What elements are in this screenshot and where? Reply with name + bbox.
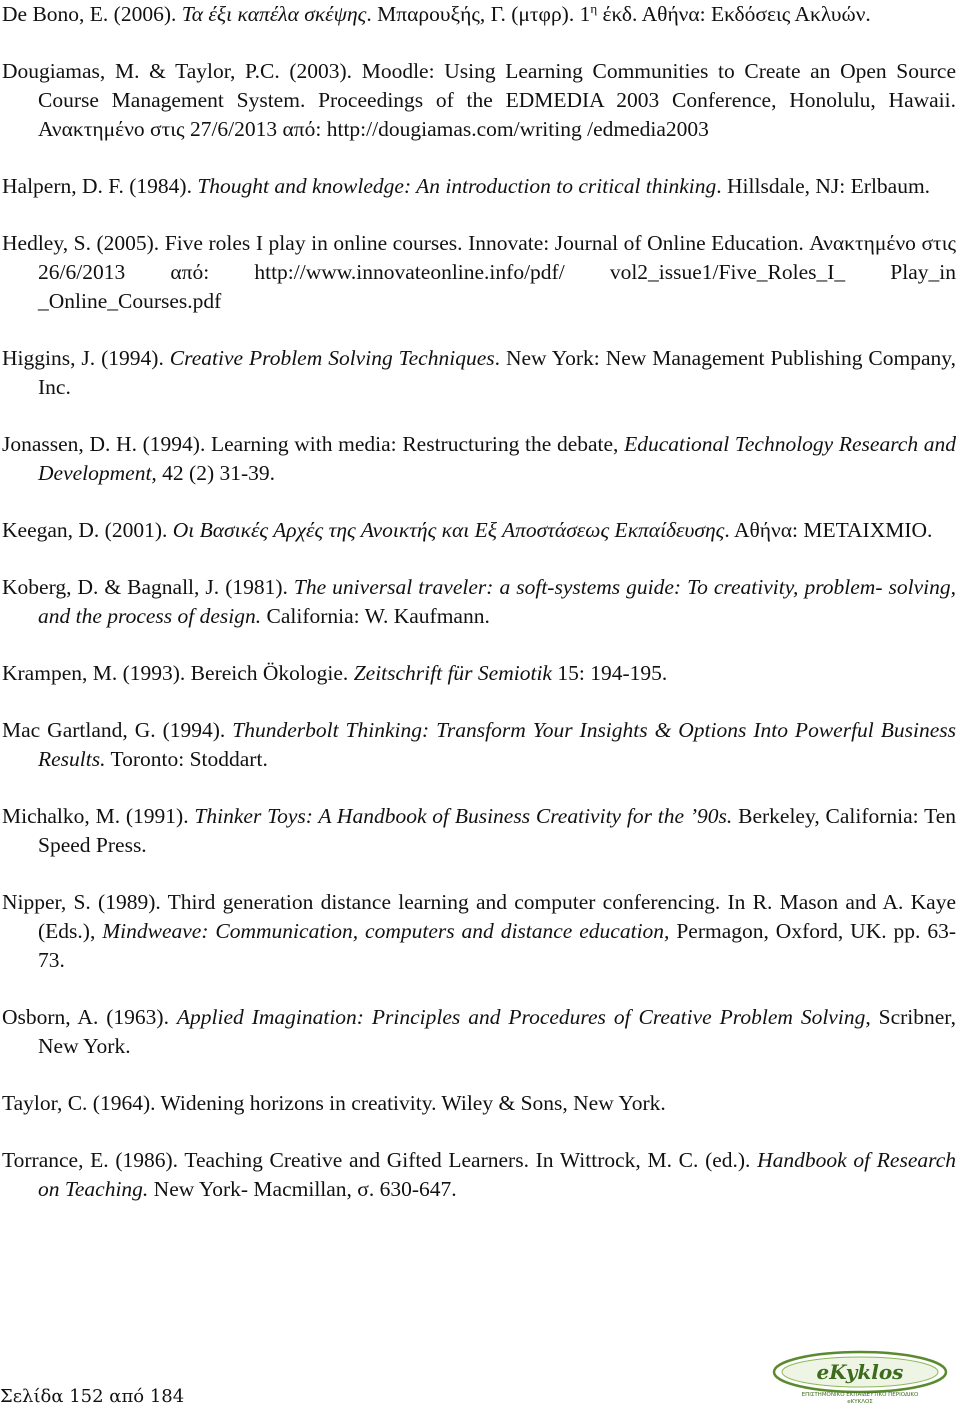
reference-author: De Bono, E. (2006). — [2, 2, 182, 26]
reference-author: Torrance, E. (1986). Teaching Creative and Gifted Learners. In Wittrock, M. C. (ed.). — [2, 1148, 758, 1172]
reference-list — [2, 0, 956, 1232]
reference-title: Τα έξι καπέλα σκέψης — [181, 2, 367, 26]
reference-details: . Hillsdale, NJ: Erlbaum. — [716, 174, 931, 198]
reference-text: Hedley, S. (2005). Five roles I play in online courses. Innovate: Journal of Online Education. Ανακτημένο στις 26/6/2013 από: http://www.innovateonline.info/pdf/ vol2_issue1/Five_Roles_I_ Play_in _Online_Courses.pdf — [2, 231, 956, 313]
reference-author: Keegan, D. (2001). — [2, 518, 173, 542]
reference-details: έκδ. Αθήνα: Εκδόσεις Ακλυών. — [597, 2, 871, 26]
reference-title: Mindweave: Communication, computers and distance education, — [102, 919, 670, 943]
reference-title: Handbook of Research on Teaching. — [38, 1148, 956, 1201]
reference-details: Toronto: Stoddart. — [105, 747, 268, 771]
reference-author: Koberg, D. & Bagnall, J. (1981). — [2, 575, 294, 599]
reference-title: Thinker Toys: A Handbook of Business Creativity for the ’90s. — [194, 804, 733, 828]
reference-title: Educational Technology Research and Development, — [38, 432, 956, 485]
reference-item — [2, 659, 956, 688]
reference-details: New York- Macmillan, σ. 630-647. — [148, 1177, 457, 1201]
reference-item — [2, 57, 956, 144]
reference-details: . Αθήνα: ΜΕΤΑΙΧΜΙΟ. — [724, 518, 933, 542]
ekyklos-logo — [770, 1348, 950, 1404]
logo-tagline-2: eΚΥΚΛΟΣ — [847, 1399, 873, 1404]
reference-item — [2, 430, 956, 488]
reference-author: Mac Gartland, G. (1994). — [2, 718, 233, 742]
reference-details: 42 (2) 31-39. — [156, 461, 276, 485]
reference-details: . New York: New Management Publishing Company, Inc. — [38, 346, 957, 399]
reference-title: Zeitschrift für Semiotik — [353, 661, 552, 685]
reference-title: The universal traveler: a soft-systems guide: To creativity, problem- solving, and the process of design. — [38, 575, 956, 628]
reference-details: California: W. Kaufmann. — [261, 604, 490, 628]
reference-item — [2, 0, 956, 29]
reference-item — [2, 344, 956, 402]
reference-title: Applied Imagination: Principles and Procedures of Creative Problem Solving — [176, 1005, 866, 1029]
reference-details: 15: 194-195. — [551, 661, 668, 685]
logo-tagline: ΕΠΙΣΤΗΜΟΝΙΚΟ ΕΚΠΑΙΔΕΥΤΙΚΟ ΠΕΡΙΟΔΙΚΟ — [801, 1392, 919, 1398]
reference-item — [2, 888, 956, 975]
reference-author: Higgins, J. (1994). — [2, 346, 170, 370]
reference-title: Thought and knowledge: An introduction to critical thinking — [197, 174, 717, 198]
reference-item — [2, 802, 956, 860]
reference-item — [2, 172, 956, 201]
reference-author: Nipper, S. (1989). Third generation distance learning and computer conferencing. In R. Mason and A. Kaye (Eds.), — [2, 890, 956, 943]
reference-author: Jonassen, D. H. (1994). Learning with media: Restructuring the debate, — [2, 432, 625, 456]
reference-author: Osborn, A. (1963). — [2, 1005, 177, 1029]
reference-item — [2, 1146, 956, 1204]
page-number: Σελίδα 152 από 184 — [0, 1386, 185, 1407]
reference-text: Taylor, C. (1964). Widening horizons in creativity. Wiley & Sons, New York. — [2, 1091, 666, 1115]
reference-item — [2, 1003, 956, 1061]
reference-item — [2, 229, 956, 316]
reference-title: Thunderbolt Thinking: Transform Your Insights & Options Into Powerful Business Results. — [38, 718, 956, 771]
reference-item — [2, 716, 956, 774]
reference-item — [2, 1089, 956, 1118]
reference-text: Dougiamas, M. & Taylor, P.C. (2003). Moodle: Using Learning Communities to Create an Open Source Course Management System. Proceedings of the EDMEDIA 2003 Conference, Honolulu, Hawaii. Ανακτημένο στις 27/6/2013 από: http://dougiamas.com/writing /edmedia2003 — [2, 59, 956, 141]
reference-title: Creative Problem Solving Techniques — [169, 346, 495, 370]
logo-name: eKyklos — [816, 1360, 904, 1384]
reference-details: Berkeley, California: Ten Speed Press. — [38, 804, 956, 857]
edition-superscript: η — [590, 0, 598, 16]
reference-author: Halpern, D. F. (1984). — [2, 174, 198, 198]
reference-item — [2, 573, 956, 631]
reference-item — [2, 516, 956, 545]
reference-details: Permagon, Oxford, UK. pp. 63-73. — [38, 919, 956, 972]
reference-details: , Scribner, New York. — [38, 1005, 956, 1058]
reference-details: . Μπαρουξής, Γ. (μτφρ). 1 — [366, 2, 591, 26]
reference-author: Michalko, M. (1991). — [2, 804, 195, 828]
reference-title: Οι Βασικές Αρχές της Ανοικτής και Εξ Αποστάσεως Εκπαίδευσης — [172, 518, 725, 542]
reference-author: Krampen, M. (1993). Bereich Ökologie. — [2, 661, 354, 685]
